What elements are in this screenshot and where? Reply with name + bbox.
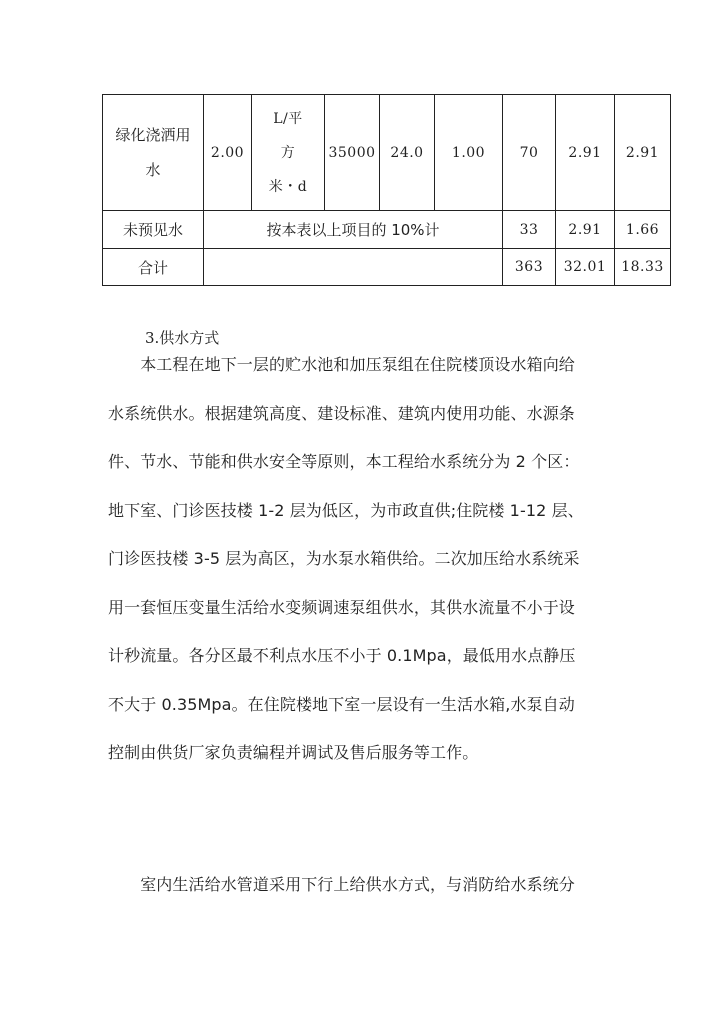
table-row <box>103 249 671 286</box>
body-paragraph <box>108 861 608 910</box>
standard-cell: 2.00 <box>204 95 252 211</box>
body-paragraph <box>108 341 608 778</box>
coefficient-cell: 1.00 <box>435 95 503 211</box>
max-day-cell: 363 <box>503 249 556 286</box>
item-name-cell: 绿化浇洒用 水 <box>103 95 204 211</box>
item-name-cell: 未预见水 <box>103 211 204 249</box>
table-row <box>103 211 671 249</box>
quantity-cell: 35000 <box>325 95 380 211</box>
avg-hour-cell: 18.33 <box>615 249 671 286</box>
text-line: 用一套恒压变量生活给水变频调速泵组供水，其供水流量不小于设 <box>108 597 575 617</box>
text-line: 门诊医技楼 3-5 层为高区，为水泵水箱供给。二次加压给水系统采 <box>108 549 580 568</box>
empty-cell <box>204 249 503 286</box>
text-line: 控制由供货厂家负责编程并调试及售后服务等工作。 <box>108 743 479 762</box>
section-heading: 3.供水方式 <box>145 329 220 347</box>
max-day-cell: 70 <box>503 95 556 211</box>
max-hour-cell: 2.91 <box>556 211 615 249</box>
max-day-cell: 33 <box>503 211 556 249</box>
text-line: 计秒流量。各分区最不利点水压不小于 0.1Mpa，最低用水点静压 <box>108 646 576 665</box>
table-row <box>103 95 671 211</box>
text-line: 地下室、门诊医技楼 1-2 层为低区，为市政直供;住院楼 1-12 层、 <box>108 500 584 520</box>
item-name-cell: 合计 <box>103 249 204 286</box>
avg-hour-cell: 2.91 <box>615 95 671 211</box>
max-hour-cell: 2.91 <box>556 95 615 211</box>
max-hour-cell: 32.01 <box>556 249 615 286</box>
text-line: 室内生活给水管道采用下行上给供水方式，与消防给水系统分 <box>108 875 575 894</box>
text-line: 本工程在地下一层的贮水池和加压泵组在住院楼顶设水箱向给 <box>108 355 575 374</box>
water-usage-table <box>102 94 671 286</box>
unit-cell: L/平 方 米・d <box>252 95 325 211</box>
text-line: 件、节水、节能和供水安全等原则，本工程给水系统分为 2 个区： <box>108 452 580 471</box>
avg-hour-cell: 1.66 <box>615 211 671 249</box>
hours-cell: 24.0 <box>380 95 435 211</box>
note-cell: 按本表以上项目的 10%计 <box>204 211 503 249</box>
text-line: 不大于 0.35Mpa。在住院楼地下室一层设有一生活水箱,水泵自动 <box>108 694 575 714</box>
text-line: 水系统供水。根据建筑高度、建设标准、建筑内使用功能、水源条 <box>108 403 575 423</box>
